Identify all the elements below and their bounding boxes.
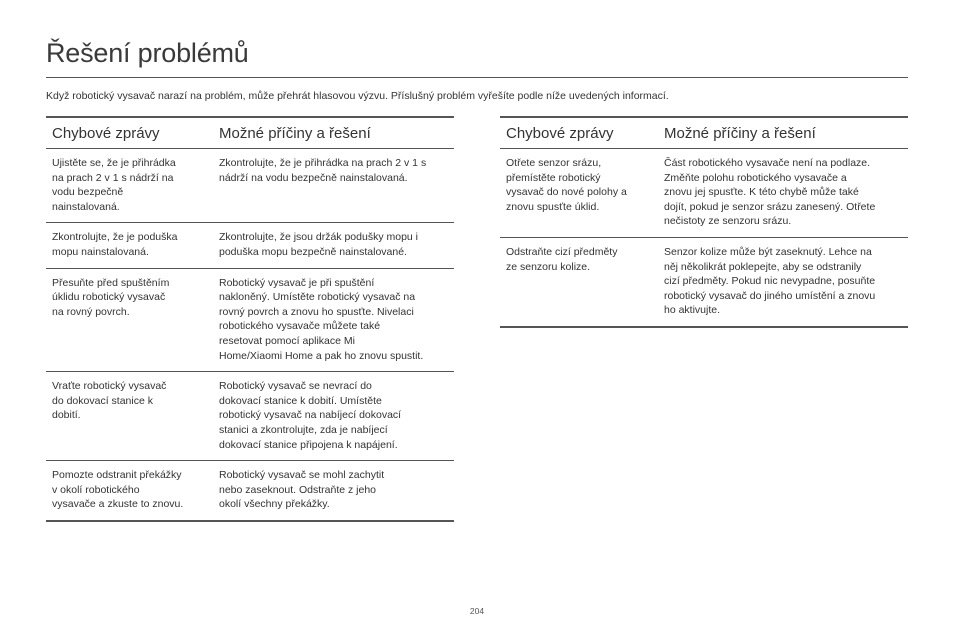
table-row <box>500 149 908 238</box>
error-message-cell: Otřete senzor srázu, přemístěte robotický vysavač do nové polohy a znovu spusťte úklid. <box>500 149 658 238</box>
solution-cell: Robotický vysavač se mohl zachytit nebo zaseknout. Odstraňte z jeho okolí všechny překážky. <box>213 461 454 521</box>
table-row <box>46 149 454 223</box>
column-header-messages: Chybové zprávy <box>46 117 213 149</box>
table-row <box>46 223 454 268</box>
table-row <box>46 268 454 372</box>
troubleshooting-table-left <box>46 116 454 522</box>
table-header-row <box>46 117 454 149</box>
column-header-messages: Chybové zprávy <box>500 117 658 149</box>
solution-cell: Část robotického vysavače není na podlaze. Změňte polohu robotického vysavače a znovu jej spusťte. K této chybě může také dojít, pokud je senzor srázu zanesený. Otřete nečistoty ze senzoru srázu. <box>658 149 908 238</box>
solution-cell: Zkontrolujte, že je přihrádka na prach 2 v 1 s nádrží na vodu bezpečně nainstalovaná. <box>213 149 454 223</box>
error-message-cell: Pomozte odstranit překážky v okolí robotického vysavače a zkuste to znovu. <box>46 461 213 521</box>
solution-cell: Robotický vysavač je při spuštění nakloněný. Umístěte robotický vysavač na rovný povrch a znovu ho spusťte. Nivelaci robotického vysavače můžete také resetovat pomocí aplikace Mi Home/Xiaomi Home a pak ho znovu spustit. <box>213 268 454 372</box>
table-row <box>46 461 454 521</box>
title-divider <box>46 77 908 78</box>
error-message-cell: Vraťte robotický vysavač do dokovací stanice k dobití. <box>46 372 213 461</box>
page-title: Řešení problémů <box>46 38 249 68</box>
troubleshooting-table-right <box>500 116 908 328</box>
column-header-solutions: Možné příčiny a řešení <box>658 117 908 149</box>
table-row <box>46 372 454 461</box>
error-message-cell: Ujistěte se, že je přihrádka na prach 2 v 1 s nádrží na vodu bezpečně nainstalovaná. <box>46 149 213 223</box>
table-row <box>500 237 908 326</box>
error-message-cell: Odstraňte cizí předměty ze senzoru kolize. <box>500 237 658 326</box>
column-header-solutions: Možné příčiny a řešení <box>213 117 454 149</box>
solution-cell: Zkontrolujte, že jsou držák podušky mopu i poduška mopu bezpečně nainstalované. <box>213 223 454 268</box>
solution-cell: Robotický vysavač se nevrací do dokovací stanice k dobití. Umístěte robotický vysavač na nabíjecí dokovací stanici a zkontrolujte, zda je nabíjecí dokovací stanice připojena k napájení. <box>213 372 454 461</box>
intro-text: Když robotický vysavač narazí na problém, může přehrát hlasovou výzvu. Příslušný problém vyřešíte podle níže uvedených informací. <box>46 90 669 102</box>
error-message-cell: Zkontrolujte, že je poduška mopu nainstalovaná. <box>46 223 213 268</box>
error-message-cell: Přesuňte před spuštěním úklidu robotický vysavač na rovný povrch. <box>46 268 213 372</box>
table-header-row <box>500 117 908 149</box>
page-number: 204 <box>469 606 485 616</box>
solution-cell: Senzor kolize může být zaseknutý. Lehce na něj několikrát poklepejte, aby se odstranily cizí předměty. Pokud nic nevypadne, posuňte robotický vysavač do jiného umístění a znovu ho aktivujte. <box>658 237 908 326</box>
